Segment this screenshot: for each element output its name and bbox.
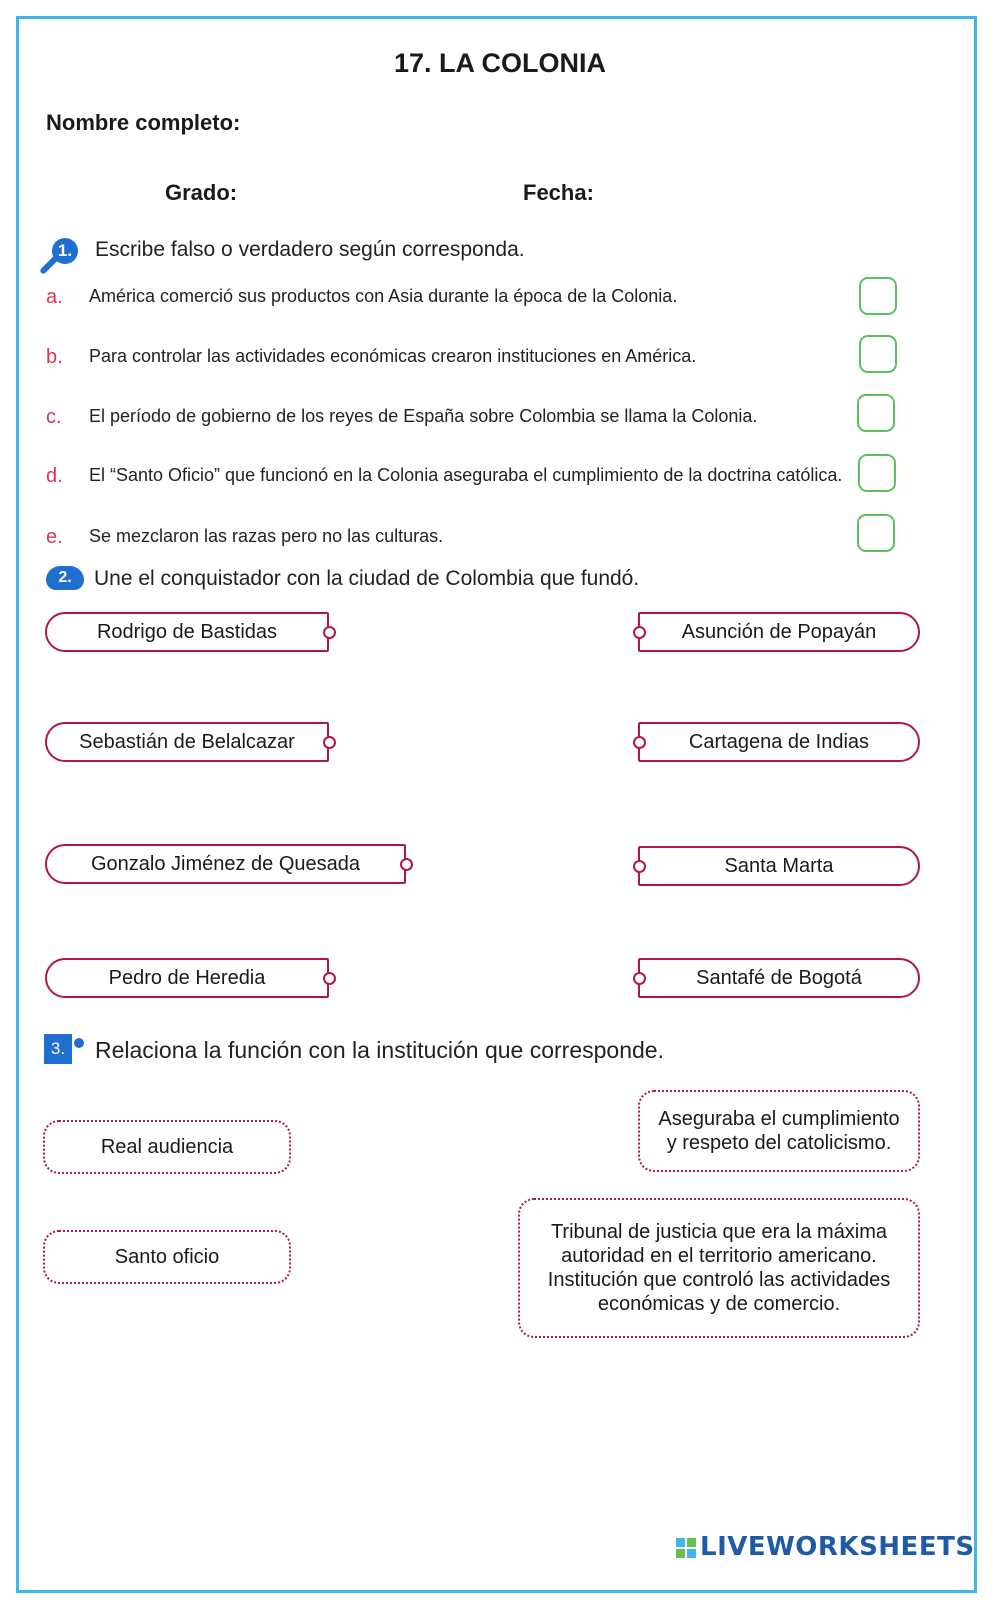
item-letter: d. xyxy=(46,465,63,487)
connector-dot[interactable] xyxy=(323,972,336,985)
liveworksheets-icon xyxy=(676,1538,696,1558)
connector-dot[interactable] xyxy=(633,626,646,639)
section-3-badge xyxy=(44,1032,90,1072)
section-1-number: 1. xyxy=(52,238,78,264)
section-1-badge xyxy=(38,234,88,276)
item-letter: b. xyxy=(46,346,63,368)
connector-dot[interactable] xyxy=(323,626,336,639)
connector-dot[interactable] xyxy=(633,860,646,873)
city-item[interactable]: Cartagena de Indias xyxy=(638,722,920,762)
connector-dot[interactable] xyxy=(323,736,336,749)
page-title: 17. LA COLONIA xyxy=(393,48,607,78)
conquistador-item[interactable]: Sebastián de Belalcazar xyxy=(45,722,329,762)
conquistador-item[interactable]: Rodrigo de Bastidas xyxy=(45,612,329,652)
city-item[interactable]: Asunción de Popayán xyxy=(638,612,920,652)
conquistador-item[interactable]: Pedro de Heredia xyxy=(45,958,329,998)
connector-dot[interactable] xyxy=(633,972,646,985)
function-item[interactable]: Tribunal de justicia que era la máxima autoridad en el territorio americano. Institución que controló las actividades económicas y de comercio. xyxy=(518,1198,920,1338)
item-letter: e. xyxy=(46,526,63,548)
section-2-instruction: Une el conquistador con la ciudad de Colombia que fundó. xyxy=(94,567,640,590)
item-statement: Para controlar las actividades económicas crearon instituciones en América. xyxy=(89,346,697,366)
item-letter: c. xyxy=(46,406,62,428)
answer-input-e[interactable] xyxy=(857,514,895,552)
answer-input-d[interactable] xyxy=(858,454,896,492)
liveworksheets-brand: LIVEWORKSHEETS xyxy=(700,1532,975,1562)
answer-input-a[interactable] xyxy=(859,277,897,315)
institution-item[interactable]: Santo oficio xyxy=(43,1230,291,1284)
institution-item[interactable]: Real audiencia xyxy=(43,1120,291,1174)
liveworksheets-logo xyxy=(676,1532,975,1564)
conquistador-item[interactable]: Gonzalo Jiménez de Quesada xyxy=(45,844,406,884)
date-label: Fecha: xyxy=(523,180,594,205)
grade-label: Grado: xyxy=(165,180,238,205)
section-3-instruction: Relaciona la función con la institución que corresponde. xyxy=(95,1037,664,1063)
item-letter: a. xyxy=(46,286,63,308)
name-label: Nombre completo: xyxy=(46,110,241,135)
function-item[interactable]: Aseguraba el cumplimiento y respeto del catolicismo. xyxy=(638,1090,920,1172)
section-2-number: 2. xyxy=(46,566,84,590)
city-item[interactable]: Santa Marta xyxy=(638,846,920,886)
item-statement: El período de gobierno de los reyes de España sobre Colombia se llama la Colonia. xyxy=(89,406,758,426)
answer-input-c[interactable] xyxy=(857,394,895,432)
connector-dot[interactable] xyxy=(400,858,413,871)
item-statement: América comerció sus productos con Asia durante la época de la Colonia. xyxy=(89,286,678,306)
answer-input-b[interactable] xyxy=(859,335,897,373)
puzzle-icon xyxy=(74,1038,84,1048)
section-3-number: 3. xyxy=(44,1034,72,1064)
connector-dot[interactable] xyxy=(633,736,646,749)
city-item[interactable]: Santafé de Bogotá xyxy=(638,958,920,998)
item-statement: Se mezclaron las razas pero no las culturas. xyxy=(89,526,444,546)
section-1-instruction: Escribe falso o verdadero según corresponda. xyxy=(95,238,525,261)
item-statement: El “Santo Oficio” que funcionó en la Colonia aseguraba el cumplimiento de la doctrina católica. xyxy=(89,465,843,485)
